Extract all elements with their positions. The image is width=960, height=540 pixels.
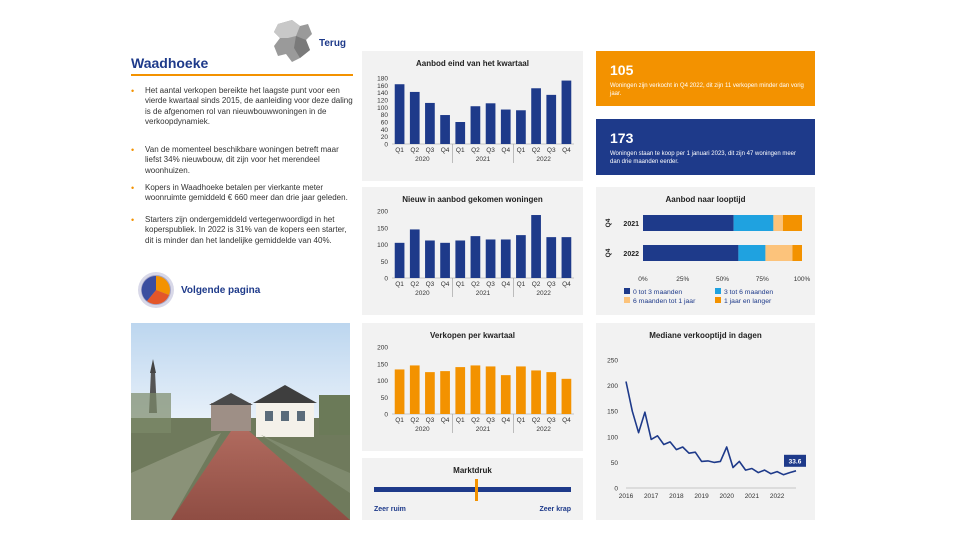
bar (425, 103, 435, 144)
x-tick-label: Q2 (471, 417, 480, 424)
bar (546, 372, 556, 414)
bar (516, 235, 526, 278)
kpi-stock-box (596, 119, 815, 175)
x-tick-label: Q1 (516, 417, 526, 424)
y-tick-label: 60 (380, 119, 388, 127)
y-tick-label: 0 (384, 275, 388, 283)
kpi-sales-box (596, 51, 815, 106)
y-tick-label: 50 (380, 394, 388, 402)
stacked-bar-segment (643, 215, 734, 231)
bar (471, 106, 481, 144)
x-tick-label: Q2 (471, 281, 480, 288)
y-tick-label: 200 (607, 383, 618, 391)
chart-title: Aanbod naar looptijd (665, 195, 746, 204)
chart-panel-aanbod (362, 51, 583, 181)
kpi-text: Woningen staan te koop per 1 januari 2023, dit zijn 47 woningen meer dan drie maanden eerder. (610, 151, 797, 165)
x-tick-label: 0% (638, 276, 648, 283)
bar (501, 375, 511, 414)
nieuw-bar-chart (362, 187, 583, 315)
series-line (626, 382, 796, 475)
y-tick-label: 80 (380, 112, 388, 120)
bar (531, 370, 541, 414)
x-group-label: 2020 (415, 290, 430, 297)
legend-label: 6 maanden tot 1 jaar (633, 298, 696, 305)
bar (425, 372, 435, 414)
bar (440, 371, 450, 414)
x-tick-label: Q3 (486, 281, 495, 288)
y-tick-label: 150 (607, 408, 618, 416)
y-tick-label: 50 (380, 258, 388, 266)
chart-title: Verkopen per kwartaal (430, 331, 515, 340)
stacked-bar-segment (643, 245, 738, 261)
bullet-icon: • (131, 145, 135, 155)
market-pressure-title: Marktdruk (453, 466, 492, 475)
bar (501, 110, 511, 144)
x-tick-label: Q4 (562, 417, 571, 424)
y-tick-label: 180 (377, 75, 388, 83)
x-tick-label: 50% (715, 276, 730, 283)
x-tick-label: 100% (793, 276, 811, 283)
y-tick-label: 100 (377, 378, 388, 385)
x-tick-label: Q3 (425, 147, 435, 154)
bar (471, 236, 481, 278)
y-tick-label: 140 (377, 90, 388, 98)
aanbod-bar-chart (362, 51, 583, 181)
bullet-item: • Het aantal verkopen bereikte het laagste punt voor een vierde kwartaal sinds 2015, de aanleiding voor deze daling is de afgenomen rol van nieuwbouwwoningen in de verkoopdynamiek. (131, 86, 353, 127)
chart-panel-verkopen (362, 323, 583, 451)
bar (395, 243, 405, 278)
bullet-icon: • (131, 215, 135, 225)
bullet-item: • Van de momenteel beschikbare woningen betreft maar liefst 34% nieuwbouw, dit zijn voor het merendeel woonhuizen. (131, 145, 339, 175)
x-tick-label: Q4 (501, 281, 511, 288)
y-category-label: 2021 (623, 221, 639, 228)
market-pressure-panel (362, 458, 583, 520)
x-tick-label: Q1 (395, 147, 404, 154)
x-tick-label: Q3 (546, 281, 556, 288)
x-tick-label: Q4 (562, 147, 571, 154)
x-tick-label: Q1 (395, 417, 404, 424)
x-tick-label: Q2 (531, 281, 541, 288)
legend-label: 1 jaar en langer (724, 298, 772, 305)
y-tick-label: 200 (377, 208, 388, 216)
y-tick-label: 50 (610, 459, 618, 467)
x-group-label: 2020 (415, 426, 430, 433)
chart-title: Mediane verkooptijd in dagen (649, 331, 762, 340)
legend-swatch (624, 297, 630, 303)
x-tick-label: Q2 (471, 147, 480, 154)
x-tick-label: Q1 (455, 281, 465, 288)
x-tick-label: 2016 (618, 493, 634, 500)
y-tick-label: 0 (384, 141, 388, 149)
x-tick-label: 2017 (643, 493, 659, 500)
chart-panel-nieuw (362, 187, 583, 315)
y-category-label: 2022 (623, 251, 639, 258)
market-pressure-bar (374, 487, 571, 492)
page-title: Waadhoeke (131, 55, 209, 71)
legend-label: 0 tot 3 maanden (633, 289, 683, 296)
x-tick-label: Q4 (440, 147, 450, 154)
x-tick-label: Q3 (546, 417, 556, 424)
next-page-label: Volgende pagina (181, 285, 261, 296)
bar (501, 239, 511, 278)
bar (471, 365, 481, 414)
bar (410, 92, 420, 144)
stacked-bar-segment (738, 245, 765, 261)
looptijd-stacked-chart (596, 187, 815, 315)
x-group-label: 2021 (475, 426, 491, 433)
bar (531, 215, 541, 278)
y-tick-label: 160 (377, 82, 388, 90)
bar (516, 110, 526, 144)
y-group-label: Q4 (605, 248, 612, 258)
x-tick-label: Q3 (486, 147, 495, 154)
x-tick-label: Q3 (486, 417, 495, 424)
y-tick-label: 200 (377, 344, 388, 352)
bar (546, 95, 556, 144)
x-tick-label: Q3 (425, 417, 435, 424)
y-tick-label: 150 (377, 225, 388, 233)
bar (486, 239, 496, 278)
x-tick-label: Q1 (395, 281, 404, 288)
x-tick-label: Q4 (501, 147, 511, 154)
x-tick-label: Q2 (410, 281, 420, 288)
x-tick-label: 2019 (694, 493, 709, 500)
x-group-label: 2022 (536, 290, 551, 297)
chart-title: Nieuw in aanbod gekomen woningen (402, 195, 543, 204)
kpi-value: 173 (610, 130, 634, 146)
kpi-text: Woningen zijn verkocht in Q4 2022, dit zijn 11 verkopen minder dan vorig jaar. (610, 83, 804, 97)
y-tick-label: 100 (377, 104, 388, 112)
bullet-item: • Starters zijn ondergemiddeld vertegenwoordigd in het koperspubliek. In 2022 is 31% van de kopers een starter, dit is minder dan het landelijke gemiddelde van 40%. (131, 215, 347, 245)
x-group-label: 2021 (475, 290, 491, 297)
x-group-label: 2022 (536, 426, 551, 433)
market-pressure-marker (475, 479, 478, 501)
bar (455, 122, 465, 144)
title-underline (131, 74, 353, 76)
bar (410, 229, 420, 278)
x-tick-label: Q1 (516, 281, 526, 288)
chart-title: Aanbod eind van het kwartaal (416, 59, 529, 68)
y-tick-label: 0 (614, 485, 618, 493)
x-tick-label: Q4 (440, 281, 450, 288)
y-tick-label: 120 (377, 97, 388, 105)
y-tick-label: 100 (607, 434, 618, 442)
bar (410, 365, 420, 414)
x-tick-label: Q4 (562, 281, 571, 288)
x-tick-label: Q3 (425, 281, 435, 288)
bar (455, 240, 465, 278)
x-tick-label: Q1 (455, 147, 465, 154)
x-tick-label: Q2 (531, 147, 541, 154)
x-tick-label: 2021 (744, 493, 760, 500)
bar (440, 115, 450, 144)
bullet-icon: • (131, 183, 135, 193)
market-right-label: Zeer krap (539, 506, 571, 513)
stacked-bar-segment (734, 215, 774, 231)
bar (440, 243, 450, 278)
x-tick-label: Q4 (501, 417, 511, 424)
y-tick-label: 40 (380, 126, 388, 134)
pie-chart-icon (137, 271, 175, 309)
x-tick-label: Q2 (531, 417, 541, 424)
back-link[interactable] (270, 18, 360, 64)
x-tick-label: 2018 (669, 493, 684, 500)
bar (562, 379, 572, 414)
village-street-photo (131, 323, 350, 520)
x-tick-label: 75% (755, 276, 769, 283)
next-page-link[interactable] (137, 271, 337, 311)
chart-panel-verkooptijd (596, 323, 815, 520)
y-tick-label: 0 (384, 411, 388, 419)
stacked-bar-segment (783, 215, 802, 231)
verkooptijd-line-chart (596, 323, 815, 520)
y-tick-label: 20 (380, 134, 388, 142)
x-group-label: 2021 (475, 156, 491, 163)
bar (425, 240, 435, 278)
bar (486, 103, 496, 144)
market-left-label: Zeer ruim (374, 506, 406, 513)
verkopen-bar-chart (362, 323, 583, 451)
bar (546, 237, 556, 278)
y-group-label: Q4 (605, 218, 612, 228)
bullet-item: • Kopers in Waadhoeke betalen per vierkante meter woonruimte gemiddeld € 660 meer dan drie jaar geleden. (131, 183, 348, 203)
bar (562, 237, 572, 278)
back-label: Terug (319, 38, 347, 49)
x-tick-label: Q4 (440, 417, 450, 424)
bar (516, 366, 526, 414)
x-tick-label: Q3 (546, 147, 556, 154)
bar (395, 369, 405, 414)
x-group-label: 2020 (415, 156, 430, 163)
legend-swatch (715, 288, 721, 294)
x-tick-label: 2020 (719, 493, 734, 500)
stacked-bar-segment (765, 245, 792, 261)
y-tick-label: 100 (377, 242, 388, 249)
x-tick-label: 25% (676, 276, 690, 283)
legend-swatch (715, 297, 721, 303)
bar (562, 81, 572, 144)
bar (486, 366, 496, 414)
stacked-bar-segment (773, 215, 783, 231)
last-value-label: 33.6 (788, 458, 802, 466)
region-map-icon (270, 18, 316, 64)
chart-panel-looptijd (596, 187, 815, 315)
bullet-icon: • (131, 86, 135, 96)
kpi-value: 105 (610, 62, 634, 78)
bar (531, 88, 541, 144)
x-group-label: 2022 (536, 156, 551, 163)
x-tick-label: 2022 (769, 493, 785, 500)
x-tick-label: Q1 (516, 147, 526, 154)
x-tick-label: Q1 (455, 417, 465, 424)
y-tick-label: 150 (377, 361, 388, 369)
bar (455, 367, 465, 414)
x-tick-label: Q2 (410, 147, 420, 154)
x-tick-label: Q2 (410, 417, 420, 424)
stacked-bar-segment (792, 245, 802, 261)
legend-swatch (624, 288, 630, 294)
bar (395, 84, 405, 144)
y-tick-label: 250 (607, 357, 618, 365)
legend-label: 3 tot 6 maanden (724, 289, 774, 296)
